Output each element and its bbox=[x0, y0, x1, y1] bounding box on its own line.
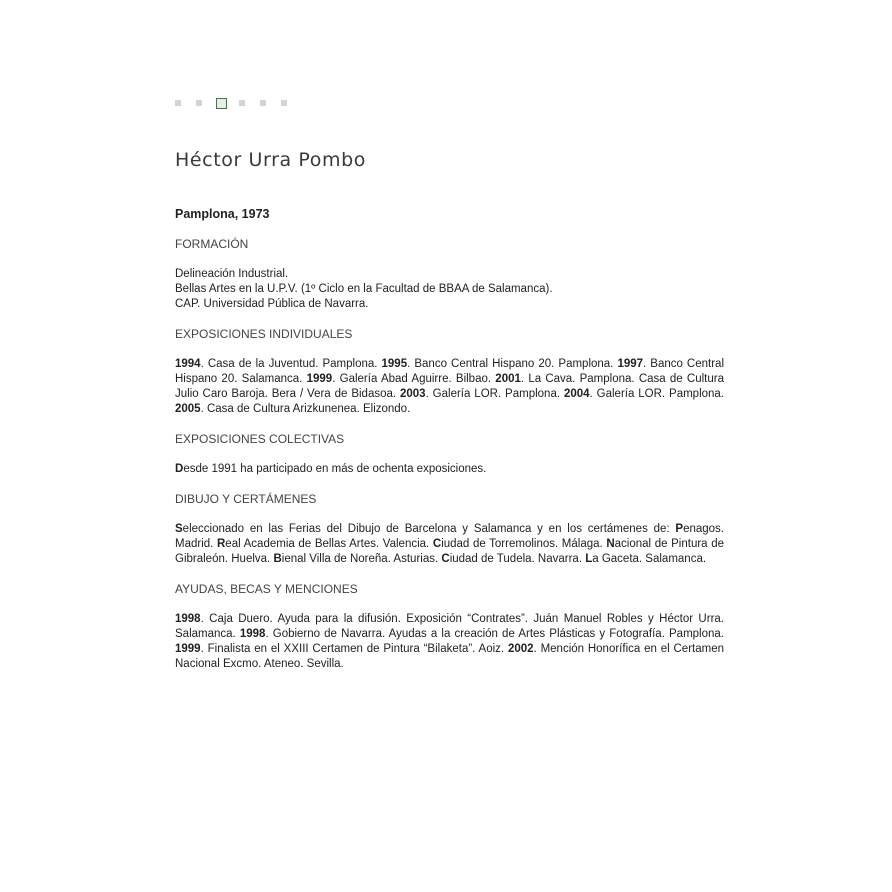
entry-text: . Galería Abad Aguirre. Bilbao. bbox=[332, 373, 496, 385]
formacion-heading: FORMACIÓN bbox=[175, 237, 249, 251]
entry-text: . La Cava. Pamplona. Casa de Cultura Julio Caro Baroja. Bera / Vera de Bidasoa. bbox=[175, 373, 724, 400]
entry-text: . Galería LOR. Pamplona. bbox=[425, 388, 564, 400]
page-dot-1[interactable] bbox=[175, 100, 181, 106]
entry-text: esde 1991 ha participado en más de ochenta exposiciones. bbox=[183, 463, 487, 475]
drop-initial: C bbox=[432, 538, 442, 550]
entry-text: . Gobierno de Navarra. Ayudas a la creación de Artes Plásticas y Fotografía. Pamplona. bbox=[265, 628, 724, 640]
dibujo-heading: DIBUJO Y CERTÁMENES bbox=[175, 492, 317, 506]
formacion-list bbox=[175, 267, 724, 312]
entry-text: enagos. Madrid. bbox=[175, 523, 724, 550]
colectivas-heading: EXPOSICIONES COLECTIVAS bbox=[175, 432, 345, 446]
entry-text: iudad de Tudela. Navarra. bbox=[449, 553, 586, 565]
birth-place-year: Pamplona, 1973 bbox=[175, 207, 270, 221]
entry-text: ienal Villa de Noreña. Asturias. bbox=[281, 553, 442, 565]
individuales-heading: EXPOSICIONES INDIVIDUALES bbox=[175, 327, 353, 341]
entry-text: acional de Pintura de Gibraleón. Huelva. bbox=[175, 538, 724, 565]
drop-initial: P bbox=[675, 523, 684, 535]
entry-text: . Finalista en el XXIII Certamen de Pintura “Bilaketa”. Aoiz. bbox=[200, 643, 508, 655]
page-dot-5[interactable] bbox=[260, 100, 266, 106]
drop-initial: L bbox=[585, 553, 593, 565]
entry-text: . Caja Duero. Ayuda para la difusión. Exposición “Contrates”. Juán Manuel Robles y Héctor Urra. Salamanca. bbox=[175, 613, 724, 640]
formacion-item: CAP. Universidad Pública de Navarra. bbox=[175, 298, 369, 310]
entry-text: . Banco Central Hispano 20. Pamplona. bbox=[407, 358, 618, 370]
entry-text: a Gaceta. Salamanca. bbox=[592, 553, 707, 565]
entry-text: . Casa de Cultura Arizkunenea. Elizondo. bbox=[200, 403, 411, 415]
dibujo-text bbox=[175, 522, 724, 567]
entry-year: 2001 bbox=[495, 373, 521, 385]
entry-year: 1995 bbox=[381, 358, 408, 370]
entry-text: . Galería LOR. Pamplona. bbox=[589, 388, 725, 400]
entry-year: 1994 bbox=[175, 358, 201, 370]
drop-initial: B bbox=[273, 553, 282, 565]
colectivas-text bbox=[175, 462, 724, 477]
entry-year: 2002 bbox=[507, 643, 534, 655]
biography-content bbox=[175, 145, 724, 672]
drop-initial: C bbox=[441, 553, 450, 565]
entry-year: 1997 bbox=[617, 358, 644, 370]
page-dot-6[interactable] bbox=[281, 100, 287, 106]
page-dot-4[interactable] bbox=[239, 100, 245, 106]
drop-initial: D bbox=[175, 463, 184, 475]
ayudas-text bbox=[175, 612, 724, 672]
entry-text: . Banco Central Hispano 20. Salamanca. bbox=[175, 358, 725, 385]
entry-text: . Casa de la Juventud. Pamplona. bbox=[200, 358, 382, 370]
individuales-text bbox=[175, 357, 724, 417]
formacion-item: Delineación Industrial. bbox=[175, 268, 289, 280]
ayudas-heading: AYUDAS, BECAS Y MENCIONES bbox=[175, 582, 358, 596]
drop-initial: S bbox=[175, 523, 183, 535]
formacion-item: Bellas Artes en la U.P.V. (1º Ciclo en la Facultad de BBAA de Salamanca). bbox=[175, 283, 553, 295]
entry-year: 2004 bbox=[563, 388, 590, 400]
entry-text: eleccionado en las Ferias del Dibujo de Barcelona y Salamanca y en los certámenes de: bbox=[182, 523, 676, 535]
artist-name: Héctor Urra Pombo bbox=[175, 149, 367, 171]
entry-year: 1999 bbox=[306, 373, 333, 385]
entry-year: 1998 bbox=[175, 613, 201, 625]
entry-year: 2005 bbox=[175, 403, 201, 415]
entry-year: 2003 bbox=[399, 388, 426, 400]
entry-text: eal Academia de Bellas Artes. Valencia. bbox=[225, 538, 433, 550]
drop-initial: N bbox=[606, 538, 615, 550]
entry-year: 1999 bbox=[175, 643, 201, 655]
entry-year: 1998 bbox=[239, 628, 266, 640]
entry-text: iudad de Torremolinos. Málaga. bbox=[441, 538, 607, 550]
page-dot-3-active[interactable] bbox=[216, 98, 227, 109]
entry-text: . Mención Honorífica en el Certamen Nacional Excmo. Ateneo. Sevilla. bbox=[175, 643, 724, 670]
drop-initial: R bbox=[216, 538, 226, 550]
page-dot-2[interactable] bbox=[196, 100, 202, 106]
